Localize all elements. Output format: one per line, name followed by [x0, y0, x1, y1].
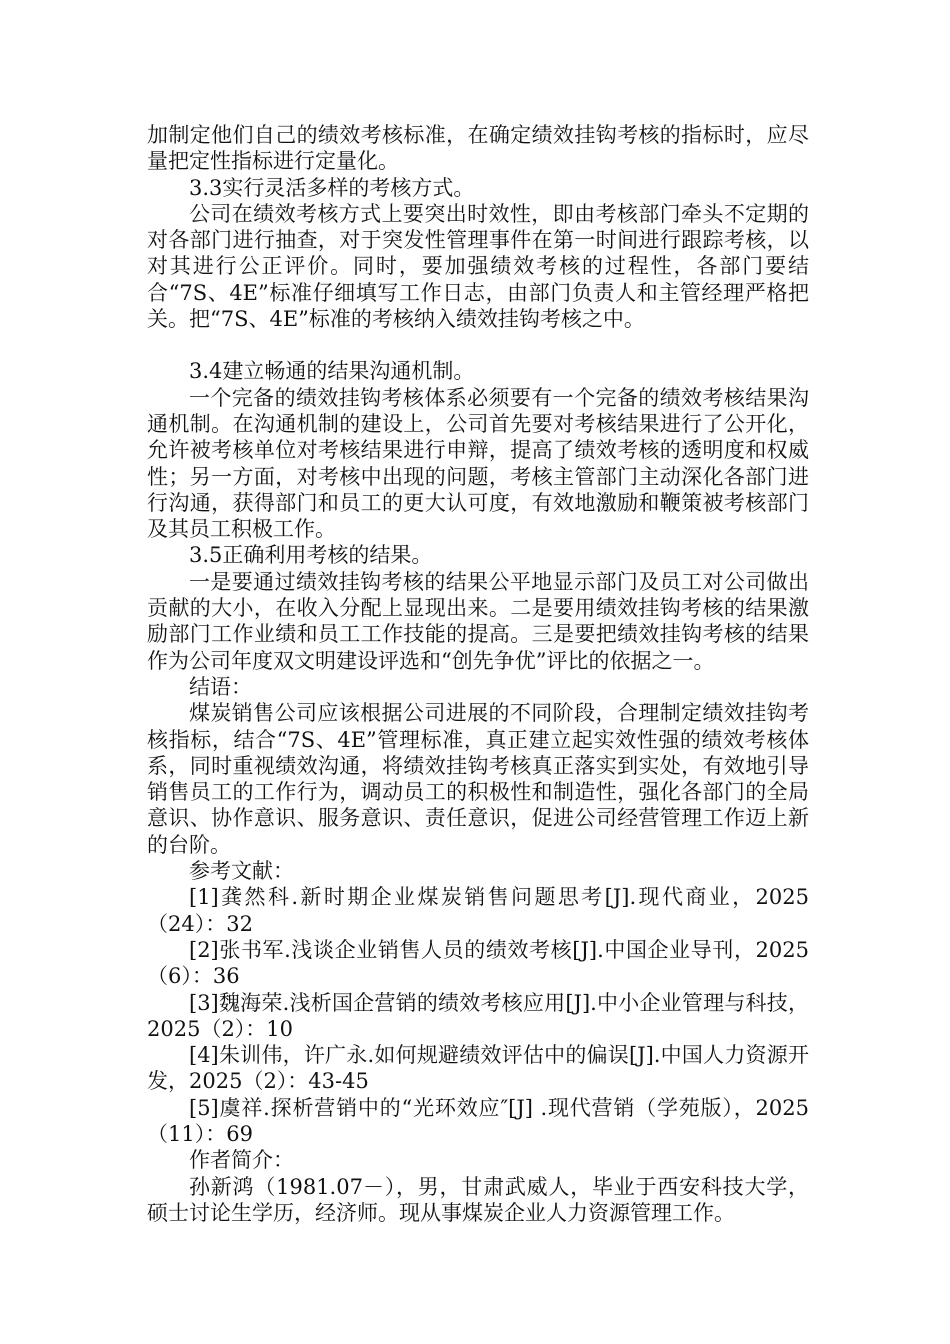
paragraph-use-of-results: 一是要通过绩效挂钩考核的结果公平地显示部门及员工对公司做出贡献的大小，在收入分配上显现出来。二是要用绩效挂钩考核的结果激励部门工作业绩和员工工作技能的提高。三是要把绩效挂钩考核的结果作为公司年度双文明建设评选和“创先争优”评比的依据之一。: [147, 569, 809, 673]
paragraph-conclusion: 煤炭销售公司应该根据公司进展的不同阶段，合理制定绩效挂钩考核指标，结合“7S、4E”管理标准，真正建立起实效性强的绩效考核体系，同时重视绩效沟通，将绩效挂钩考核真正落实到实处，有效地引导销售员工的工作行为，调动员工的积极性和制造性，强化各部门的全局意识、协作意识、服务意识、责任意识，促进公司经营管理工作迈上新的台阶。: [147, 701, 809, 857]
reference-item-1: [1]龚然科.新时期企业煤炭销售问题思考[J].现代商业，2025（24）：32: [147, 885, 809, 936]
reference-item-2: [2]张书军.浅谈企业销售人员的绩效考核[J].中国企业导刊，2025（6）：36: [147, 937, 809, 989]
conclusion-heading: 结语：: [189, 674, 252, 699]
paragraph-communication-mechanism: 一个完备的绩效挂钩考核体系必须要有一个完备的绩效考核结果沟通机制。在沟通机制的建设上，公司首先要对考核结果进行了公开化，允许被考核单位对考核结果进行申辩，提高了绩效考核的透明度和权威性；另一方面，对考核中出现的问题，考核主管部门主动深化各部门进行沟通，获得部门和员工的更大认可度，有效地激励和鞭策被考核部门及其员工积极工作。: [147, 385, 809, 542]
section-heading-3-4: 3.4建立畅通的结果沟通机制。: [189, 359, 475, 384]
section-heading-3-5: 3.5正确利用考核的结果。: [189, 543, 433, 568]
paragraph-continuation: 加制定他们自己的绩效考核标准，在确定绩效挂钩考核的指标时，应尽量把定性指标进行定量化。: [147, 123, 809, 174]
references-heading: 参考文献：: [189, 859, 294, 884]
reference-item-5: [5]虞祥.探析营销中的“光环效应″[J] .现代营销（学苑版），2025（11）：69: [147, 1095, 809, 1146]
section-heading-3-3: 3.3实行灵活多样的考核方式。: [189, 175, 475, 200]
author-bio-heading: 作者简介：: [189, 1148, 294, 1173]
reference-item-4: [4]朱训伟，许广永.如何规避绩效评估中的偏误[J].中国人力资源开发，2025（2）：43-45: [147, 1043, 809, 1094]
document-body: [147, 122, 809, 1226]
paragraph-assessment-methods: 公司在绩效考核方式上要突出时效性，即由考核部门牵头不定期的对各部门进行抽查，对于突发性管理事件在第一时间进行跟踪考核，以对其进行公正评价。同时，要加强绩效考核的过程性，各部门要结合“7S、4E”标准仔细填写工作日志，由部门负责人和主管经理严格把关。把“7S、4E”标准的考核纳入绩效挂钩考核之中。: [147, 201, 809, 332]
reference-item-3: [3]魏海荣.浅析国企营销的绩效考核应用[J].中小企业管理与科技，2025（2）：10: [147, 990, 809, 1041]
paragraph-author-bio: 孙新鸿（1981.07－），男，甘肃武威人，毕业于西安科技大学，硕士讨论生学历，经济师。现从事煤炭企业人力资源管理工作。: [147, 1174, 809, 1225]
